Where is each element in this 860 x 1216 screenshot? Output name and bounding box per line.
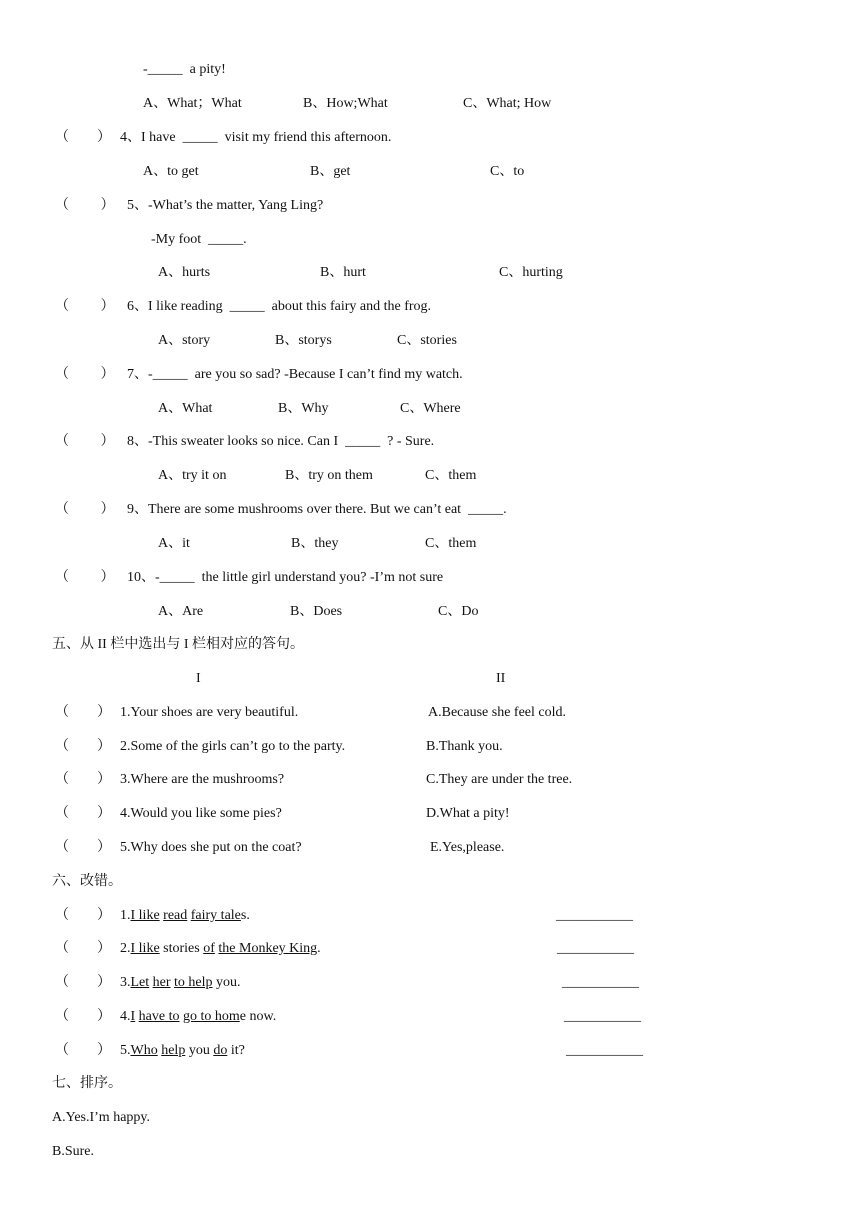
q3-option-c: C、What; How [463,96,552,111]
answer-paren: （ ） [55,975,111,990]
sentence-segment: e now. [239,1009,277,1024]
sentence-segment: it? [227,1043,245,1058]
correction-blank: ___________ [566,1043,643,1058]
sentence-segment: you. [212,975,241,990]
option-c: C、them [425,536,477,551]
question-stem: 7、-_____ are you so sad? -Because I can’t find my watch. [127,367,463,382]
underlined-segment: go to hom [183,1009,240,1024]
error-sentence [120,1008,276,1026]
question-stem: 10、-_____ the little girl understand you? -I’m not sure [127,570,444,585]
option-a: A、story [158,333,211,348]
sentence-segment: stories [159,941,204,956]
section6-title: 六、改错。 [52,874,122,889]
error-sentence [120,1042,245,1060]
option-b: B、get [310,164,351,179]
section5-title: 五、从 II 栏中选出与 I 栏相对应的答句。 [52,637,304,652]
q3-stem-tail: -_____ a pity! [143,62,226,77]
underlined-segment: have to [138,1009,180,1024]
correction-blank: ___________ [557,941,634,956]
column-heading-ii: II [496,671,506,686]
option-a: A、What [158,401,213,416]
match-question: 2.Some of the girls can’t go to the party. [120,739,346,754]
error-sentence [120,940,321,958]
option-c: C、hurting [499,265,563,280]
answer-paren: （ ） [55,130,111,145]
underlined-segment: to help [174,975,213,990]
option-c: C、stories [397,333,457,348]
sentence-segment: 5. [120,1043,131,1058]
q3-option-b: B、How;What [303,96,388,111]
underlined-segment: I like [130,908,160,923]
sentence-segment: 2. [120,941,131,956]
error-sentence [120,907,250,925]
sentence-segment: you [185,1043,214,1058]
match-question: 4.Would you like some pies? [120,806,282,821]
answer-paren: （ ） [55,739,111,754]
match-answer: A.Because she feel cold. [428,705,566,720]
underlined-segment: I like [130,941,160,956]
question-stem: 6、I like reading _____ about this fairy and the frog. [127,299,432,314]
question-stem: 8、-This sweater looks so nice. Can I _____ ? - Sure. [127,434,435,449]
sentence-segment: s. [240,908,250,923]
answer-paren: （ ） [55,198,115,213]
answer-paren: （ ） [55,1009,111,1024]
match-answer: E.Yes,please. [430,840,505,855]
match-answer: B.Thank you. [426,739,503,754]
underlined-segment: do [213,1043,228,1058]
correction-blank: ___________ [564,1009,641,1024]
correction-blank: ___________ [562,975,639,990]
match-question: 5.Why does she put on the coat? [120,840,302,855]
error-sentence [120,974,241,992]
question-stem-line2: -My foot _____. [151,232,247,247]
option-c: C、Where [400,401,461,416]
question-stem: 4、I have _____ visit my friend this afternoon. [120,130,392,145]
answer-paren: （ ） [55,299,115,314]
correction-blank: ___________ [556,908,633,923]
answer-paren: （ ） [55,772,111,787]
underlined-segment: Let [130,975,150,990]
underlined-segment: Who [130,1043,158,1058]
answer-paren: （ ） [55,806,111,821]
option-b: B、hurt [320,265,366,280]
option-b: B、they [291,536,339,551]
answer-paren: （ ） [55,570,115,585]
option-c: C、to [490,164,525,179]
underlined-segment: the Monkey King [218,941,318,956]
q3-option-a: A、What；What [143,96,242,111]
answer-paren: （ ） [55,1043,111,1058]
option-a: A、hurts [158,265,211,280]
sentence-segment: 1. [120,908,131,923]
option-b: B、storys [275,333,332,348]
underlined-segment: of [203,941,215,956]
option-a: A、it [158,536,190,551]
question-stem: 9、There are some mushrooms over there. But we can’t eat _____. [127,502,507,517]
option-b: B、Does [290,604,343,619]
question-stem: 5、-What’s the matter, Yang Ling? [127,198,324,213]
answer-paren: （ ） [55,502,115,517]
answer-paren: （ ） [55,908,111,923]
sentence-segment: 3. [120,975,131,990]
sentence-segment: 4. [120,1009,131,1024]
option-c: C、Do [438,604,479,619]
option-a: A、to get [143,164,199,179]
answer-paren: （ ） [55,367,115,382]
underlined-segment: I [130,1009,136,1024]
ordering-line-b: B.Sure. [52,1144,94,1159]
column-heading-i: I [196,671,201,686]
answer-paren: （ ） [55,941,111,956]
match-question: 3.Where are the mushrooms? [120,772,285,787]
answer-paren: （ ） [55,840,111,855]
sentence-segment: . [317,941,321,956]
option-c: C、them [425,468,477,483]
underlined-segment: read [163,908,188,923]
underlined-segment: her [152,975,171,990]
underlined-segment: help [161,1043,186,1058]
option-a: A、Are [158,604,204,619]
answer-paren: （ ） [55,705,111,720]
option-b: B、Why [278,401,329,416]
section7-title: 七、排序。 [52,1076,122,1091]
option-a: A、try it on [158,468,227,483]
option-b: B、try on them [285,468,373,483]
ordering-line-a: A.Yes.I’m happy. [52,1110,150,1125]
answer-paren: （ ） [55,434,115,449]
match-answer: D.What a pity! [426,806,510,821]
match-answer: C.They are under the tree. [426,772,573,787]
match-question: 1.Your shoes are very beautiful. [120,705,299,720]
underlined-segment: fairy tale [190,908,241,923]
